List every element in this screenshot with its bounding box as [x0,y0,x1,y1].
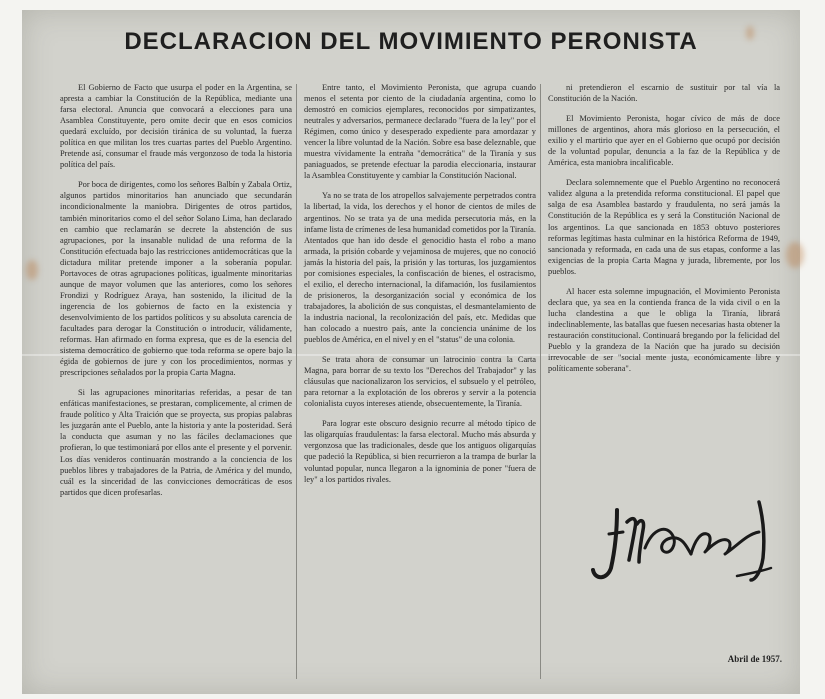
paragraph: ni pretendieron el escarnio de sustituir por tal vía la Constitución de la Nación. [548,83,780,104]
stain-mark [786,242,804,268]
column-divider [296,84,297,679]
signature-image [587,488,777,588]
paragraph: Para lograr este obscuro designio recurre al método típico de las oligarquías fraudulentas: la farsa electoral. Mucho más absurda y vergonzosa que las tradicionales, desde que los antiguos oligarquías que padeció la República, si bien recurrieron a la trampa de burlar la voluntad popular, nunca llegaron a la ignominia de poner "fuera de ley" a los partidos rivales. [304,419,536,484]
column-right [548,82,780,383]
document-title: DECLARACION DEL MOVIMIENTO PERONISTA [124,28,698,55]
paragraph: Se trata ahora de consumar un latrocinio contra la Carta Magna, para borrar de su texto los "Derechos del Trabajador" y las cláusulas que nacionalizaron los servicios, el subsuelo y el petróleo, para retornar a la explotación de los obreros y servir a la potencia colonialista cuyos intereses atiende, obsecuentemente, la Tiranía. [304,355,536,409]
paragraph: Si las agrupaciones minoritarias referidas, a pesar de tan enfáticas manifestaciones, se prestaran, complicemente, al crimen de fraude político y Alta Traición que se proyecta, sus propias palabras les juzgarán ante el Pueblo, ante la historia y ante la posteridad. Será la conducta que asuman y no las fáciles declamaciones que profieran, lo que testimoniará por ellos ante el presente y el porvenir. Los días venideros continuarán mostrando a la conciencia de los pueblos libres y trabajadores de la Patria, de América y del mundo, cuál es la sinceridad de las convicciones democráticas de esos partidos que dicen profesarlas. [60,388,292,497]
column-left [60,82,292,507]
column-divider [540,84,541,679]
paragraph: Por boca de dirigentes, como los señores Balbín y Zabala Ortiz, algunos partidos minoritarios han anunciado que secundarán incondicionalmente la maniobra. Dirigentes de otros partidos, también minoritarios como el del señor Solano Lima, han declarado en cambio que reclamarán se decrete la abstención de sus agrupaciones, por la insanable nulidad de una reforma de la Constitución efectuada bajo las restricciones antidemocráticas que la dictadura militar pretende imponer a la soberanía popular. Portavoces de otras agrupaciones políticas, igualmente minoritarias aunque de mayor volumen que las anteriores, como los señores Frondizi y Rodríguez Araya, han sostenido, la ilicitud de la ingerencia de los gobiernos de facto en la existencia y desenvolvimiento de los partidos políticos y su absoluta carencia de facultades para derogar la Constitución o introducir, válidamente, reformas. Han afirmado en forma expresa, que es de la esencia del sistema democrático de gobierno que toda reforma se opere bajo la égida de gobiernos de jure y con los procedimientos, normas y prescripciones señalados por la propia Carta Magna. [60,180,292,378]
document-sheet [22,10,800,694]
document-date: Abril de 1957. [727,654,782,664]
paragraph: El Gobierno de Facto que usurpa el poder en la Argentina, se apresta a cambiar la Constitución de la República, mediante una farsa electoral. Anuncia que convocará a elecciones para una Asamblea Constituyente, pero omite decir que en esos comicios quedará excluído, por decisión tiránica de su voluntad, la fuerza política en que militan los tres cuartas partes del Pueblo Argentino. Pretende así, consumar el fraude más vergonzoso de toda la historia política del país. [60,83,292,170]
paragraph: El Movimiento Peronista, hogar cívico de más de doce millones de argentinos, ahora más glorioso en la persecución, el exilio y el martirio que ayer en el Gobierno que ocupó por decisión de la voluntad popular, denuncia a la faz de la República y de América, esta maniobra incalificable. [548,114,780,168]
paragraph: Al hacer esta solemne impugnación, el Movimiento Peronista declara que, ya sea en la contienda franca de la vida civil o en la lucha clandestina a que le obliga la Tiranía, librará indeclinablemente, las batallas que fuesen necesarias hasta obtener la restauración constitucional. Continuará bregando por la felicidad del Pueblo y la grandeza de la Nación que ha jurado su decisión irrevocable de ser "social mente justa, económicamente libre y políticamente soberana". [548,286,780,374]
paragraph: Ya no se trata de los atropellos salvajemente perpetrados contra la libertad, la vida, los derechos y el honor de cientos de miles de argentinos. No se trata ya de una medida persecutoria más, en la infame lista de crímenes de lesa humanidad cometidos por la Tiranía. Atentados que han ido desde el genocidio hasta el robo a mano armada, la prisión cobarde y vejaminosa de mujeres, que no conoció jamás la historia del país, la prisión y las torturas, los juzgamientos por comisiones especiales, la confiscación de bienes, el ostracismo, el exilio, el derecho internacional, la difamación, los fusilamientos de prisioneros, la desorganización social y económica de los trabajadores, la abolición de sus conquistas, el desmantelamiento de la industria nacional, la recolonización del país, etc. Medidas que han colocado a nuestro país, ante la conciencia unánime de los pueblos de América, en el nivel y en el "status" de una colonia. [304,191,536,345]
column-middle [304,82,536,494]
paragraph: Declara solemnemente que el Pueblo Argentino no reconocerá validez alguna a la pretendida reforma constitucional. El papel que salga de esa Asamblea bastardo y fraudulenta, no será jamás la Constitución de la República es y será la Constitución Nacional de los argentinos. La que sancionada en 1853 obtuvo posteriores reformas legítimas hasta culminar en la histórica Reforma de 1949, sancionada y reformada, en cada una de sus etapas, conforme a las exigencias de la propia Carta Magna y jurada, libremente, por los pueblos. [548,178,780,276]
stain-mark [26,260,38,280]
paragraph: Entre tanto, el Movimiento Peronista, que agrupa cuando menos el setenta por ciento de la ciudadanía argentina, como lo demostró en comicios ejemplares, reconocidos por simpatizantes, neutrales y adversarios, permanece declarado "fuera de la ley" por el Régimen, como único y desesperado expediente para amordazar y vencer la libre voluntad de la Nación. Sobre esa base deleznable, que muestra vívidamente la entraña "democrática" de la Tiranía y sus paniaguados, se pretende efectuar la parodia eleccionaria, instaurar la Asamblea Constituyente y cambiar la Constitución Nacional. [304,83,536,181]
